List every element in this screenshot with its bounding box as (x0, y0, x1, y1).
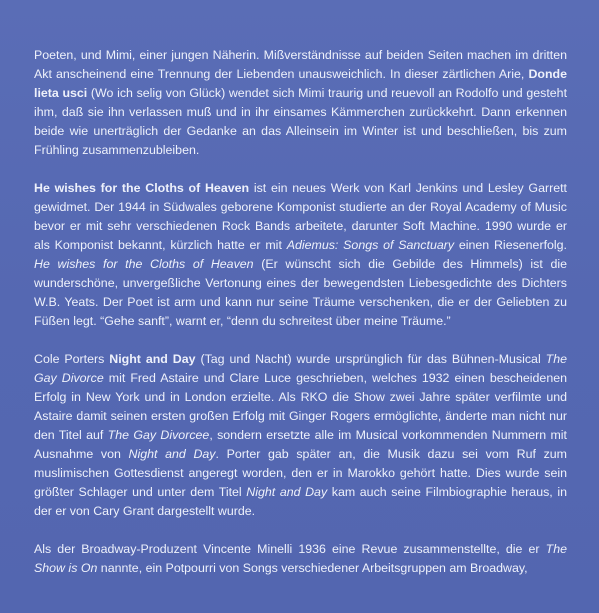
song-title: He wishes for the Cloths of Heaven (34, 181, 250, 195)
text-run: (Wo ich selig von Glück) wendet sich Mimi traurig und reuevoll an Rodolfo und gesteht ihm, daß sie ihn verlassen muß und in ihr einsames Kämmerchen zurückkehrt. Dann erkennen beide wie unerträglich der Gedanke an das Alleinsein im Winter ist und beschließen, bis zum Frühling zusammenzubleiben. (34, 86, 568, 157)
musical-title: The Gay Divorce (34, 352, 567, 385)
text-run: Als der Broadway-Produzent Vincente Minelli 1936 eine Revue zusammenstellte, die er (34, 542, 546, 556)
paragraph-the-show-is-on (34, 540, 567, 578)
text-run: , sondern ersetzte alle im Musical vorkommenden Nummern mit Ausnahme von (34, 428, 567, 461)
paragraph-la-boheme (34, 46, 567, 160)
song-title-italic: Night and Day (128, 447, 216, 461)
album-title: Adiemus: Songs of Sanctuary (286, 238, 455, 252)
text-run: (Er wünscht sich die Gebilde des Himmels) ist die wunderschöne, unvergeßliche Vertonung eines der bewegendsten Liebesgedichte des Dichters W.B. Yeats. Der Poet ist arm und kann nur seine Träume verschenken, die er der Geliebten zu Füßen legt. “Gehe sanft”, warnt er, “denn du schreitest über meine Träume.” (34, 257, 567, 328)
text-run: ist ein neues Werk von Karl Jenkins und Lesley Garrett gewidmet. Der 1944 in Südwales geborene Komponist studierte an der Royal Academy of Music bevor er mit sehr verschiedenen Rock Bands arbeitete, darunter Soft Machine. 1990 wurde er als Komponist bekannt, kürzlich hatte er mit (34, 181, 567, 252)
film-title: The Gay Divorcee (107, 428, 210, 442)
body-text (34, 46, 567, 597)
text-run: einen Riesenerfolg. (454, 238, 567, 252)
revue-title: The Show is On (34, 542, 567, 575)
text-run: (Tag und Nacht) wurde ursprünglich für das Bühnen-Musical (195, 352, 546, 366)
text-run: Poeten, und Mimi, einer jungen Näherin. Mißverständnisse auf beiden Seiten machen im dritten Akt anscheinend eine Trennung der Liebenden unausweichlich. In dieser zärtlichen Arie, (34, 48, 567, 81)
song-title: Night and Day (109, 352, 196, 366)
song-title-italic: Night and Day (246, 485, 328, 499)
text-run: kam auch seine Filmbiographie heraus, in der er von Cary Grant dargestellt wurde. (34, 485, 567, 518)
paragraph-night-and-day (34, 350, 567, 521)
paragraph-cloths-of-heaven (34, 179, 567, 331)
text-run: mit Fred Astaire und Clare Luce geschrieben, welches 1932 einen bescheidenen Erfolg in New York und in London erzielte. Als RKO die Show zwei Jahre später verfilmte und Astaire damit seinen ersten großen Erfolg mit Ginger Rogers ermöglichte, änderte man nicht nur den Titel auf (34, 371, 567, 442)
text-run: Cole Porters (34, 352, 110, 366)
text-run: nannte, ein Potpourri von Songs verschiedener Arbeitsgruppen am Broadway, (97, 561, 528, 575)
song-title: Donde lieta usci (34, 67, 567, 100)
text-run: . Porter gab später an, die Musik dazu sei vom Ruf zum muslimischen Gottesdienst angeregt worden, den er in Marokko gehört hatte. Dies wurde sein größter Schlager und unter dem Titel (34, 447, 567, 499)
song-title-italic: He wishes for the Cloths of Heaven (34, 257, 254, 271)
